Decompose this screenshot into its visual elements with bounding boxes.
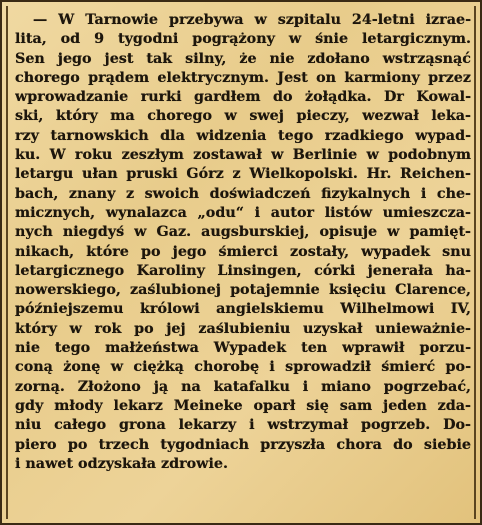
article-line-15: nowerskiego, zaślubionej potajemnie księciu Clarence,	[15, 282, 471, 299]
article-line-6: ski, który ma chorego w swej pieczy, wezwał leka-	[15, 108, 471, 125]
article-line-1: — W Tarnowie przebywa w szpitalu 24-letni izrae-	[33, 12, 471, 28]
article-line-8: ku. W roku zeszłym zostawał w Berlinie w podobnym	[15, 147, 471, 164]
article-line-24: i nawet odzyskała zdrowie.	[15, 455, 228, 472]
left-border-rule	[6, 6, 8, 519]
article-line-18: nie tego małżeństwa Wypadek ten wprawił porzu-	[15, 340, 471, 357]
article-line-4: chorego prądem elektrycznym. Jest on karmiony przez	[15, 69, 471, 86]
article-line-7: rzy tarnowskich dla widzenia tego rzadkiego wypad-	[15, 127, 471, 144]
article-line-11: micznych, wynalazca „odu“ i autor listów umieszcza-	[15, 204, 471, 221]
article-line-5: wprowadzanie rurki gardłem do żołądka. Dr Kowal-	[15, 89, 471, 106]
article-line-16: późniejszemu królowi angielskiemu Wilhelmowi IV,	[15, 301, 471, 318]
article-line-14: letargicznego Karoliny Linsingen, córki jenerała ha-	[15, 262, 471, 279]
article-line-21: gdy młody lekarz Meineke oparł się sam jeden zda-	[15, 397, 471, 414]
article-line-22: niu całego grona lekarzy i wstrzymał pogrzeb. Do-	[15, 417, 471, 434]
article-line-2: lita, od 9 tygodni pogrążony w śnie letargicznym.	[15, 31, 471, 48]
article-line-23: piero po trzech tygodniach przyszła chora do siebie	[15, 436, 471, 453]
article-line-13: nikach, które po jego śmierci zostały, wypadek snu	[15, 243, 471, 260]
article-line-17: który w rok po jej zaślubieniu uzyskał unieważnie-	[15, 320, 471, 337]
right-border-rule	[474, 6, 476, 519]
article-line-20: zorną. Złożono ją na katafalku i miano pogrzebać,	[15, 378, 471, 395]
article-line-19: coną żonę w ciężką chorobę i sprowadził śmierć po-	[15, 359, 471, 376]
article-line-10: bach, znany z swoich doświadczeń fizykalnych i che-	[15, 185, 471, 202]
article-text	[15, 11, 471, 474]
article-line-12: nych niegdyś w Gaz. augsburskiej, opisuje w pamięt-	[15, 224, 471, 241]
article-line-9: letargu ułan pruski Górz z Wielkopolski. Hr. Reichen-	[15, 166, 471, 183]
article-line-3: Sen jego jest tak silny, że nie zdołano wstrząsnąć	[15, 50, 471, 67]
